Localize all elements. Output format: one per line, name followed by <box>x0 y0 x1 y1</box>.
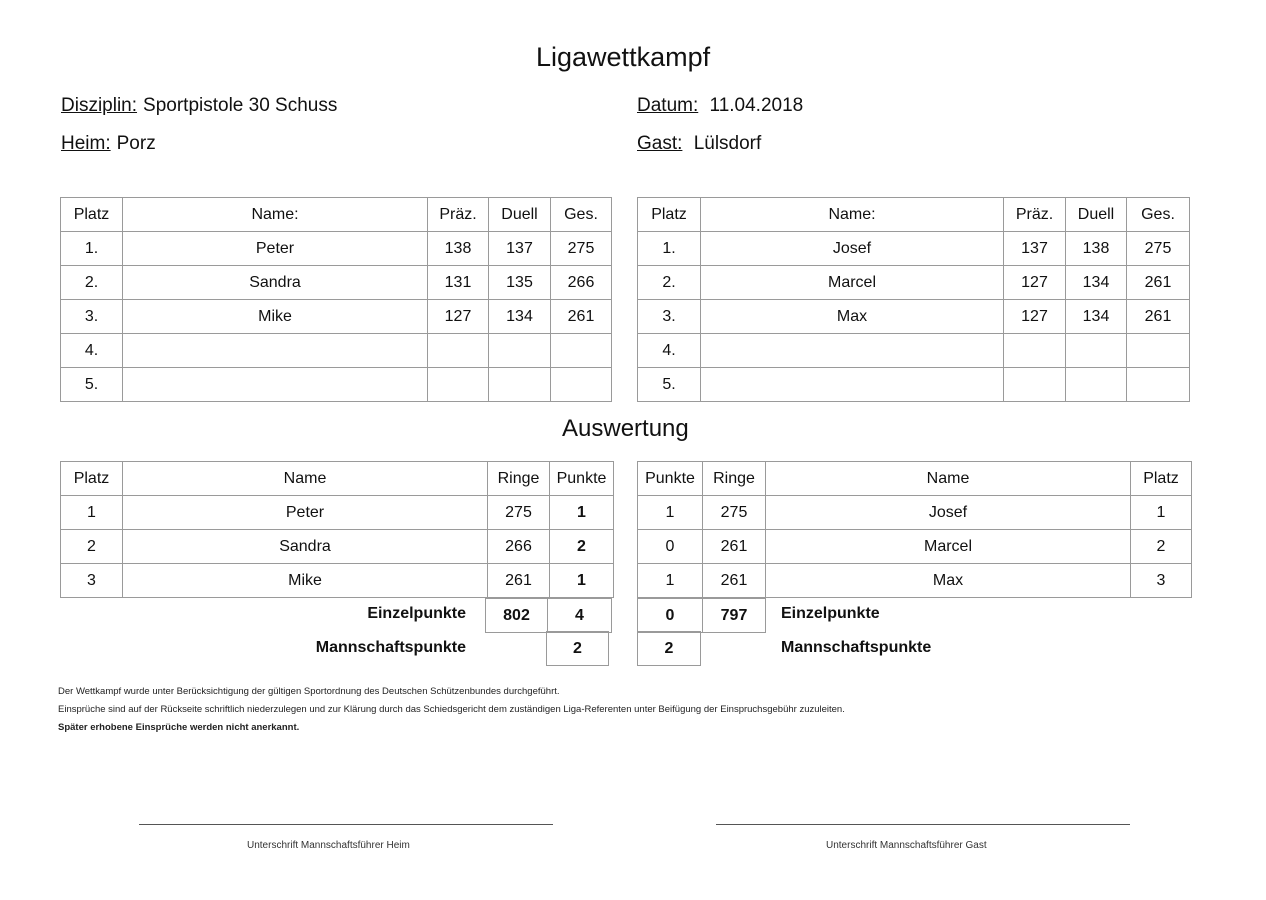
guest-mannschaftspunkte-label: Mannschaftspunkte <box>781 639 932 656</box>
gast-field <box>637 133 761 155</box>
table-cell <box>1004 334 1066 368</box>
table-cell: 137 <box>1004 232 1066 266</box>
column-header: Platz <box>638 198 701 232</box>
guest-signature-label: Unterschrift Mannschaftsführer Gast <box>826 840 987 851</box>
guest-einzelpunkte: 0 <box>638 599 703 633</box>
heim-label: Heim: <box>61 133 111 154</box>
heim-value: Porz <box>116 133 156 154</box>
table-row <box>638 368 1190 402</box>
table-cell <box>1127 334 1190 368</box>
table-cell: Sandra <box>123 266 428 300</box>
home-mannschaftspunkte-label: Mannschaftspunkte <box>315 639 466 656</box>
table-cell: 3. <box>61 300 123 334</box>
table-cell: 275 <box>1127 232 1190 266</box>
home-signature-label: Unterschrift Mannschaftsführer Heim <box>247 840 410 851</box>
table-cell <box>489 334 551 368</box>
table-cell: 261 <box>1127 300 1190 334</box>
table-cell: 3 <box>61 564 123 598</box>
column-header: Name: <box>123 198 428 232</box>
column-header: Duell <box>1066 198 1127 232</box>
guest-team-table <box>637 197 1190 402</box>
note-line: Der Wettkampf wurde unter Berücksichtigung der gültigen Sportordnung des Deutschen Schützenbundes durchgeführt. <box>58 686 560 697</box>
table-cell <box>123 334 428 368</box>
column-header: Platz <box>61 462 123 496</box>
table-cell <box>489 368 551 402</box>
table-cell: 131 <box>428 266 489 300</box>
guest-signature-line <box>716 824 1130 825</box>
table-cell <box>1066 334 1127 368</box>
disziplin-label: Disziplin: <box>61 95 138 116</box>
table-header-row <box>61 462 614 496</box>
table-cell: 1 <box>638 564 703 598</box>
table-cell: 261 <box>703 530 766 564</box>
column-header: Platz <box>1131 462 1192 496</box>
home-evaluation-table <box>60 461 614 598</box>
document-title: Ligawettkampf <box>536 42 711 72</box>
table-cell: Mike <box>123 300 428 334</box>
table-cell <box>551 368 612 402</box>
table-cell: 5. <box>61 368 123 402</box>
table-cell: Josef <box>701 232 1004 266</box>
table-row <box>638 232 1190 266</box>
home-einzelpunkte-label: Einzelpunkte <box>367 605 466 622</box>
table-cell: 261 <box>551 300 612 334</box>
table-cell: Peter <box>123 496 488 530</box>
table-cell: 138 <box>1066 232 1127 266</box>
table-row <box>61 266 612 300</box>
guest-einzelpunkte-label: Einzelpunkte <box>781 605 880 622</box>
table-cell: 1 <box>638 496 703 530</box>
gast-label: Gast: <box>637 133 683 154</box>
table-cell: 1 <box>550 564 614 598</box>
home-total-ringe: 802 <box>486 599 548 633</box>
table-cell: 1 <box>1131 496 1192 530</box>
table-cell: 266 <box>551 266 612 300</box>
table-cell: 1. <box>61 232 123 266</box>
table-row <box>638 334 1190 368</box>
table-row <box>61 334 612 368</box>
table-row <box>638 300 1190 334</box>
table-cell: Mike <box>123 564 488 598</box>
column-header: Punkte <box>550 462 614 496</box>
disziplin-field <box>61 95 337 117</box>
table-header-row <box>638 462 1192 496</box>
table-cell: 127 <box>1004 300 1066 334</box>
guest-evaluation-table <box>637 461 1192 598</box>
column-header: Ringe <box>488 462 550 496</box>
table-cell <box>1066 368 1127 402</box>
table-cell: 1. <box>638 232 701 266</box>
home-mannschaftspunkte-row <box>546 631 609 666</box>
column-header: Punkte <box>638 462 703 496</box>
table-row <box>61 564 614 598</box>
table-row <box>638 496 1192 530</box>
column-header: Name <box>766 462 1131 496</box>
table-cell: 127 <box>428 300 489 334</box>
table-cell: Marcel <box>766 530 1131 564</box>
table-cell: Max <box>766 564 1131 598</box>
table-row <box>61 530 614 564</box>
guest-mannschaftspunkte-row <box>637 631 701 666</box>
table-cell: 261 <box>488 564 550 598</box>
guest-mannschaftspunkte: 2 <box>638 632 701 666</box>
table-cell: Sandra <box>123 530 488 564</box>
home-mannschaftspunkte: 2 <box>547 632 609 666</box>
datum-label: Datum: <box>637 95 699 116</box>
table-row <box>61 300 612 334</box>
table-cell <box>428 368 489 402</box>
table-cell: 134 <box>489 300 551 334</box>
guest-total-ringe: 797 <box>703 599 766 633</box>
table-row <box>61 368 612 402</box>
home-signature-line <box>139 824 553 825</box>
table-cell <box>1127 368 1190 402</box>
column-header: Name: <box>701 198 1004 232</box>
column-header: Präz. <box>428 198 489 232</box>
table-cell: 275 <box>551 232 612 266</box>
column-header: Name <box>123 462 488 496</box>
table-cell <box>701 334 1004 368</box>
home-einzelpunkte-row <box>485 598 612 633</box>
table-cell: 137 <box>489 232 551 266</box>
column-header: Präz. <box>1004 198 1066 232</box>
table-cell: 4. <box>638 334 701 368</box>
table-cell <box>428 334 489 368</box>
table-cell: 127 <box>1004 266 1066 300</box>
table-cell <box>701 368 1004 402</box>
table-cell: 1 <box>550 496 614 530</box>
datum-value: 11.04.2018 <box>709 95 804 116</box>
table-cell: 2. <box>61 266 123 300</box>
table-cell <box>123 368 428 402</box>
table-cell: Max <box>701 300 1004 334</box>
table-cell: Peter <box>123 232 428 266</box>
table-cell <box>1004 368 1066 402</box>
table-row <box>638 266 1190 300</box>
disziplin-value: Sportpistole 30 Schuss <box>143 95 338 116</box>
table-header-row <box>638 198 1190 232</box>
table-cell: 266 <box>488 530 550 564</box>
table-cell: 0 <box>638 530 703 564</box>
note-line: Einsprüche sind auf der Rückseite schriftlich niederzulegen und zur Klärung durch das Schiedsgericht dem zuständigen Liga-Referenten unter Beifügung der Einspruchsgebühr zuzuleiten. <box>58 704 845 715</box>
table-row <box>61 232 612 266</box>
table-cell <box>551 334 612 368</box>
table-cell: 1 <box>61 496 123 530</box>
table-cell: 134 <box>1066 300 1127 334</box>
heim-field <box>61 133 156 155</box>
table-cell: 134 <box>1066 266 1127 300</box>
table-cell: 5. <box>638 368 701 402</box>
gast-value: Lülsdorf <box>693 133 762 154</box>
table-cell: 138 <box>428 232 489 266</box>
table-row <box>638 530 1192 564</box>
table-cell: Josef <box>766 496 1131 530</box>
table-cell: 2 <box>1131 530 1192 564</box>
column-header: Ges. <box>551 198 612 232</box>
home-team-table <box>60 197 612 402</box>
table-cell: 2 <box>61 530 123 564</box>
table-header-row <box>61 198 612 232</box>
datum-field <box>637 95 803 117</box>
table-cell: 2. <box>638 266 701 300</box>
table-cell: 261 <box>1127 266 1190 300</box>
table-cell: 3 <box>1131 564 1192 598</box>
home-einzelpunkte: 4 <box>548 599 612 633</box>
column-header: Duell <box>489 198 551 232</box>
table-cell: Marcel <box>701 266 1004 300</box>
table-cell: 135 <box>489 266 551 300</box>
column-header: Ringe <box>703 462 766 496</box>
notes <box>58 683 845 737</box>
table-cell: 2 <box>550 530 614 564</box>
table-cell: 275 <box>488 496 550 530</box>
table-cell: 261 <box>703 564 766 598</box>
table-cell: 275 <box>703 496 766 530</box>
table-row <box>61 496 614 530</box>
auswertung-title: Auswertung <box>562 415 689 442</box>
column-header: Ges. <box>1127 198 1190 232</box>
table-cell: 3. <box>638 300 701 334</box>
column-header: Platz <box>61 198 123 232</box>
note-line: Später erhobene Einsprüche werden nicht anerkannt. <box>58 722 300 733</box>
table-cell: 4. <box>61 334 123 368</box>
guest-einzelpunkte-row <box>637 598 766 633</box>
table-row <box>638 564 1192 598</box>
